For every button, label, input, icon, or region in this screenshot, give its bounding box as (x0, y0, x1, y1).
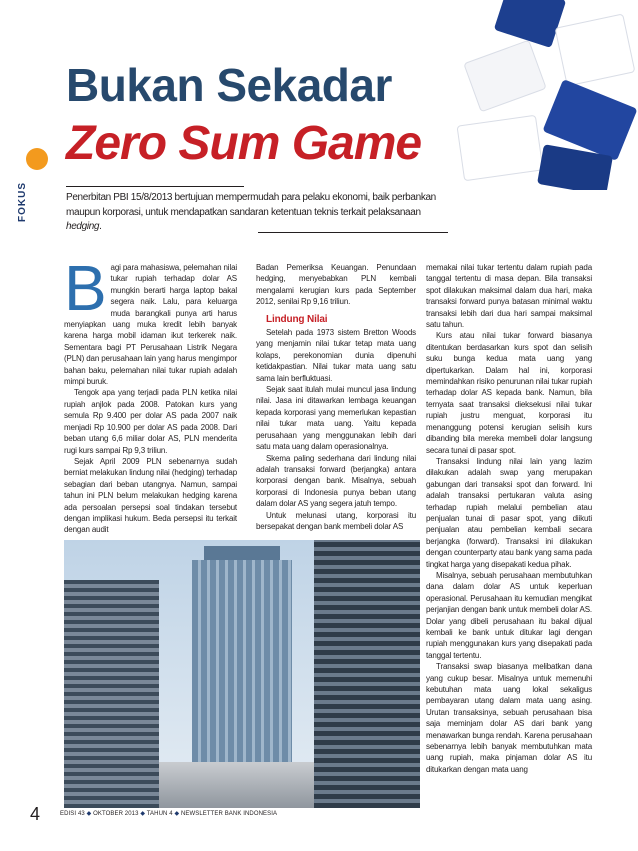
hero-image (440, 0, 638, 190)
footer-separator: ◆ (140, 811, 146, 817)
paragraph: agi para mahasiswa, pelemahan nilai tukar rupiah terhadap dolar AS mungkin berarti harga laptop bakal segera naik. Lalu, para keluarga muda barangkali punya arti harus menyiapkan uang muka kredit lebih banyak karena harga mobil idaman ikut terkerek naik. Sementara bagi PT Perusahaan Listrik Negara (PLN) dan perusahaan lain yang harus mengimpor bahan baku, pelemahan nilai tukar rupiah adalah mimpi buruk. (64, 263, 237, 387)
footer-separator: ◆ (86, 811, 92, 817)
photo-right-building (314, 540, 420, 808)
paragraph: Setelah pada 1973 sistem Bretton Woods yang menjamin nilai tukar tetap mata uang kolaps, perekonomian dunia dipenuhi ketidakpastian. Nilai tukar mata uang satu sama lain berfluktuasi. (256, 328, 416, 383)
paragraph: Badan Pemeriksa Keuangan. Penundaan hedging, menyebabkan PLN kembali mengalami kerugian kurs pada September 2012, senilai Rp 9,16 triliun. (256, 263, 416, 307)
title-line-1: Bukan Sekadar (66, 59, 392, 111)
footer-line (60, 810, 277, 817)
footer-month: OKTOBER 2013 (93, 811, 139, 817)
section-label: FOKUS (17, 182, 28, 222)
footer-year: TAHUN 4 (146, 811, 173, 817)
lead-text: Penerbitan PBI 15/8/2013 bertujuan mempermudah para pelaku ekonomi, baik perbankan maupun korporasi, untuk mendapatkan sandaran ketentuan teknis terkait pelaksanaan (66, 192, 436, 218)
article-column-1 (64, 252, 237, 536)
paragraph: Kurs atau nilai tukar forward biasanya ditentukan berdasarkan kurs spot dan selisih suku bunga kedua mata uang yang dipertukarkan. Dalam hal ini, korporasi memindahkan risiko penurunan nilai tukar rupiah terhadap dolar AS kepada bank. Namun, bila ternyata saat transaksi dieksekusi nilai tukar rupiah justru menguat, korporasi itu menanggung potensi kerugian selisih kurs dibanding bila mereka membeli dolar langsung secara tunai di pasar spot. (426, 331, 592, 455)
lead-italic-word: hedging (66, 221, 100, 232)
page-number: 4 (30, 804, 41, 824)
lead-rule-bottom (258, 232, 448, 233)
photo-base (159, 762, 314, 808)
subheading: Lindung Nilai (266, 313, 328, 325)
paragraph: Transaksi swap biasanya melibatkan dana yang cukup besar. Misalnya untuk memenuhi kebutuhan mata uang lokal sekaligus pembayaran utang dalam mata uang asing. Urutan transaksinya, sebuah perusahaan bisa saja meminjam dolar AS dari bank yang menawarkan bunga rendah. Karena perusahaan sebenarnya lebih banyak membutuhkan mata uang rupiah, maka pinjaman dolar AS itu ditukarkan dengan mata uang (426, 662, 592, 774)
paragraph: Untuk melunasi utang, korporasi itu bersepakat dengan bank membeli dolar AS (256, 510, 416, 531)
lead-rule-top (66, 186, 244, 187)
article-column-2 (256, 262, 416, 532)
article-column-3 (426, 262, 592, 775)
section-marker-dot (26, 148, 48, 170)
paragraph: Transaksi lindung nilai lain yang lazim dilakukan adalah swap yang merupakan gabungan dari transaksi spot dan forward. Ini adalah transaksi pertukaran valuta asing terhadap rupiah melalui pembelian atau penjualan tunai di pasar spot, yang diikuti penjualan atau pembelian kembali secara berjangka (forward). Transaksi ini dilakukan dengan counterparty atau bank yang sama pada tingkat harga yang disepakati kedua pihak. (426, 456, 592, 569)
paragraph: Sejak April 2009 PLN sebenarnya sudah berniat melakukan lindung nilai (hedging) terhadap sebagian dari beban utangnya. Namun, sampai tahun ini PLN belum melakukan hedging karena ada persoalan persepsi soal tindakan tersebut dengan implikasi hukum. Beda persepsi itu terkait dengan audit (64, 456, 237, 535)
paragraph: memakai nilai tukar tertentu dalam rupiah pada tanggal tertentu di masa depan. Bila transaksi spot dilakukan maksimal dalam dua hari, maka transaksi forward punya batasan minimal waktu transaksi lebih dari dua hari sampai maksimal satu tahun. (426, 263, 592, 330)
lead-end: . (99, 221, 102, 232)
lead-paragraph (66, 191, 458, 235)
photo-left-building (64, 580, 159, 808)
paragraph: Misalnya, sebuah perusahaan membutuhkan dana dalam dolar AS untuk keperluan operasional. Perusahaan itu kemudian mengikat perjanjian dengan bank untuk membeli dolar AS. Dolar yang dibeli perusahaan itu bakal dijual kembali ke bank untuk ditukar lagi dengan rupiah menggunakan kurs yang disepakati pada tanggal tertentu. (426, 570, 592, 660)
drop-cap: B (64, 252, 107, 324)
paragraph: Sejak saat itulah mulai muncul jasa lindung nilai. Jasa ini ditawarkan lembaga keuangan kepada korporasi yang memerlukan kepastian nilai tukar mata uang. Yaitu kepada perusahaan yang menggunakan lebih dari satu mata uang dalam operasionalnya. (256, 385, 416, 452)
paragraph: Skema paling sederhana dari lindung nilai adalah transaksi forward (berjangka) antara korporasi dengan bank. Misalnya, sebuah korporasi di Indonesia punya beban utang dalam dolar AS yang segera jatuh tempo. (256, 453, 416, 509)
paragraph: Tengok apa yang terjadi pada PLN ketika nilai rupiah anjlok pada 2008. Patokan kurs yang semula Rp 9.400 per dolar AS pada 2007 naik menjadi Rp 10.900 per dolar AS pada 2008. Dari beban utang 6,6 miliar dolar AS, PLN menderita rugi kurs sampai Rp 9,3 triliun. (64, 388, 237, 455)
title-line-2: Zero Sum Game (66, 117, 422, 170)
building-photo (64, 540, 420, 808)
footer-publication: NEWSLETTER BANK INDONESIA (180, 811, 278, 817)
footer-separator: ◆ (174, 811, 180, 817)
footer-edition: EDISI 43 (60, 811, 85, 817)
